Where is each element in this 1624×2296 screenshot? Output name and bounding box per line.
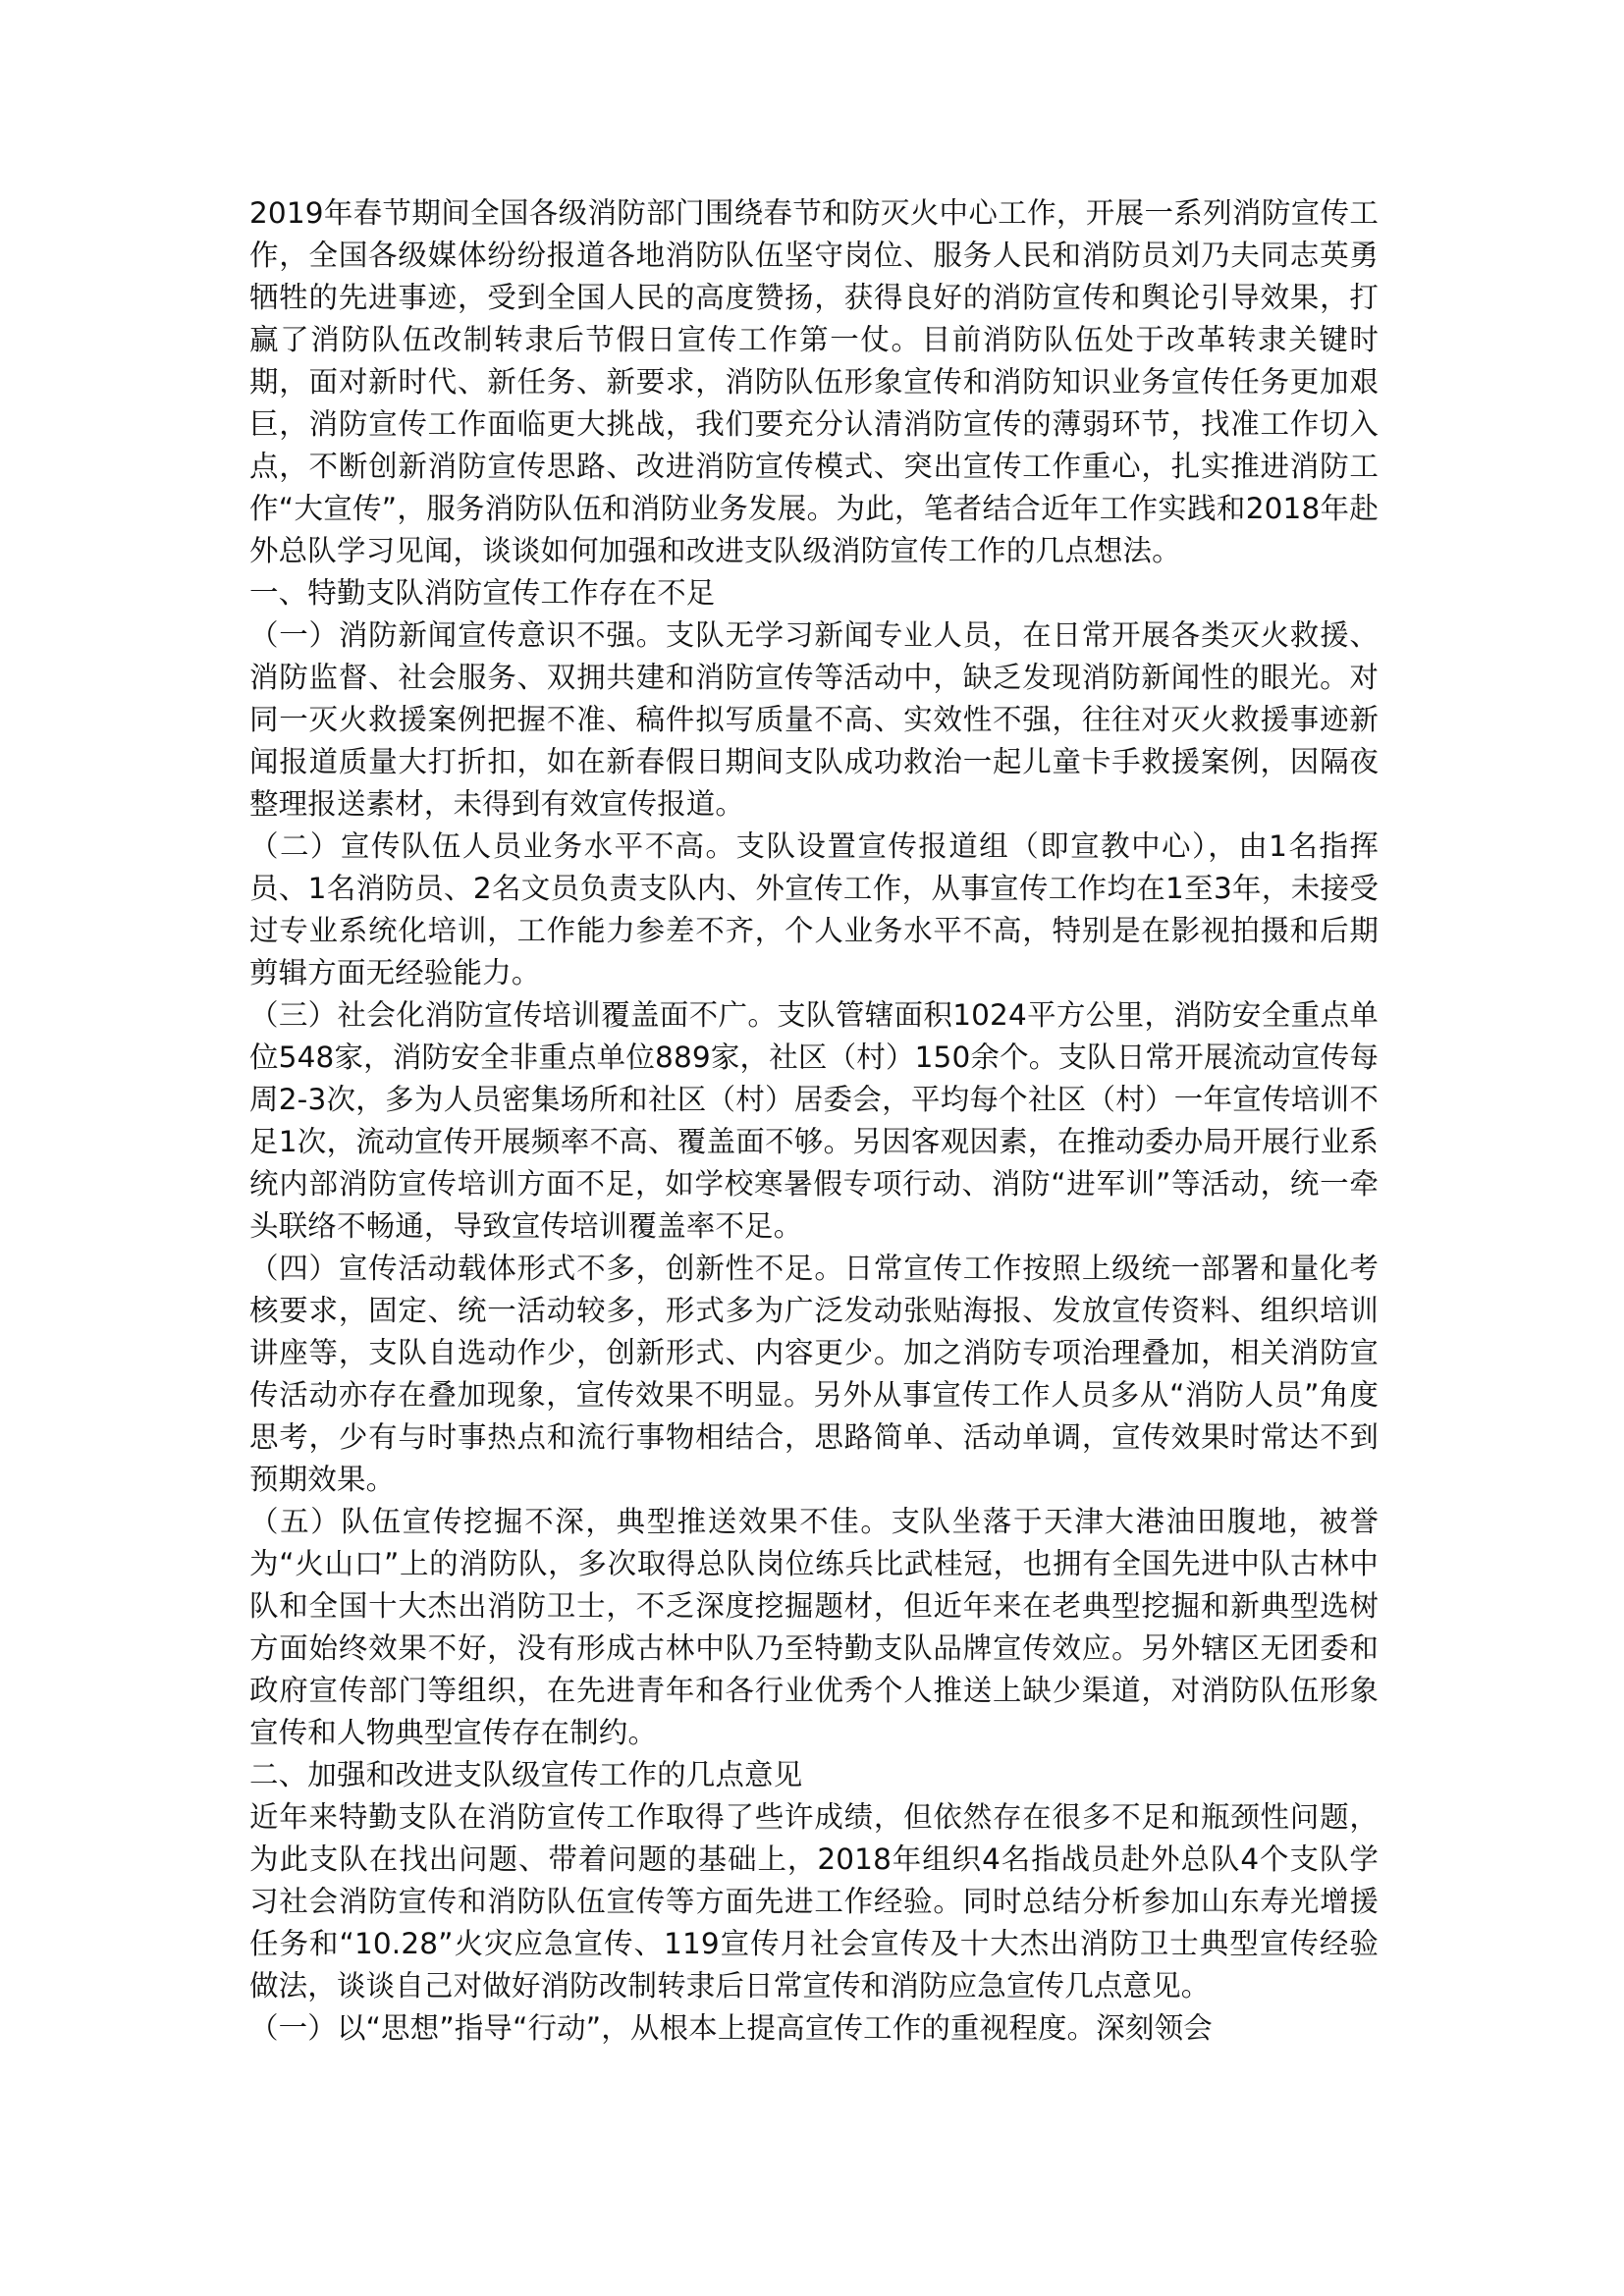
section1-item-2: （二）宣传队伍人员业务水平不高。支队设置宣传报道组（即宣教中心），由1名指挥员、1名消防员、2名文员负责支队内、外宣传工作，从事宣传工作均在1至3年，未接受过专业系统化培训，工作能力参差不齐，个人业务水平不高，特别是在影视拍摄和后期剪辑方面无经验能力。 (249, 829, 1379, 989)
section2-intro-paragraph: 近年来特勤支队在消防宣传工作取得了些许成绩，但依然存在很多不足和瓶颈性问题，为此支队在找出问题、带着问题的基础上，2018年组织4名指战员赴外总队4个支队学习社会消防宣传和消防队伍宣传等方面先进工作经验。同时总结分析参加山东寿光增援任务和“10.28”火灾应急宣传、119宣传月社会宣传及十大杰出消防卫士典型宣传经验做法，谈谈自己对做好消防改制转隶后日常宣传和消防应急宣传几点意见。 (249, 1800, 1379, 2002)
section2-item-1: （一）以“思想”指导“行动”，从根本上提高宣传工作的重视程度。深刻领会 (249, 2011, 1213, 2045)
document-page (249, 192, 1379, 2050)
section-heading-2: 二、加强和改进支队级宣传工作的几点意见 (249, 1758, 803, 1791)
section1-item-4: （四）宣传活动载体形式不多，创新性不足。日常宣传工作按照上级统一部署和量化考核要求，固定、统一活动较多，形式多为广泛发动张贴海报、发放宣传资料、组织培训讲座等，支队自选动作少，创新形式、内容更少。加之消防专项治理叠加，相关消防宣传活动亦存在叠加现象，宣传效果不明显。另外从事宣传工作人员多从“消防人员”角度思考，少有与时事热点和流行事物相结合，思路简单、活动单调，宣传效果时常达不到预期效果。 (249, 1252, 1379, 1496)
section-heading-1: 一、特勤支队消防宣传工作存在不足 (249, 576, 716, 610)
section1-item-5: （五）队伍宣传挖掘不深，典型推送效果不佳。支队坐落于天津大港油田腹地，被誉为“火山口”上的消防队，多次取得总队岗位练兵比武桂冠，也拥有全国先进中队古林中队和全国十大杰出消防卫士，不乏深度挖掘题材，但近年来在老典型挖掘和新典型选树方面始终效果不好，没有形成古林中队乃至特勤支队品牌宣传效应。另外辖区无团委和政府宣传部门等组织，在先进青年和各行业优秀个人推送上缺少渠道，对消防队伍形象宣传和人物典型宣传存在制约。 (249, 1505, 1379, 1749)
section1-item-1: （一）消防新闻宣传意识不强。支队无学习新闻专业人员，在日常开展各类灭火救援、消防监督、社会服务、双拥共建和消防宣传等活动中，缺乏发现消防新闻性的眼光。对同一灭火救援案例把握不准、稿件拟写质量不高、实效性不强，往往对灭火救援事迹新闻报道质量大打折扣，如在新春假日期间支队成功救治一起儿童卡手救援案例，因隔夜整理报送素材，未得到有效宣传报道。 (249, 618, 1379, 821)
section1-item-3: （三）社会化消防宣传培训覆盖面不广。支队管辖面积1024平方公里，消防安全重点单位548家，消防安全非重点单位889家，社区（村）150余个。支队日常开展流动宣传每周2-3次，多为人员密集场所和社区（村）居委会，平均每个社区（村）一年宣传培训不足1次，流动宣传开展频率不高、覆盖面不够。另因客观因素，在推动委办局开展行业系统内部消防宣传培训方面不足，如学校寒暑假专项行动、消防“进军训”等活动，统一牵头联络不畅通，导致宣传培训覆盖率不足。 (249, 998, 1379, 1243)
intro-paragraph: 2019年春节期间全国各级消防部门围绕春节和防灭火中心工作，开展一系列消防宣传工作，全国各级媒体纷纷报道各地消防队伍坚守岗位、服务人民和消防员刘乃夫同志英勇牺牲的先进事迹，受到全国人民的高度赞扬，获得良好的消防宣传和舆论引导效果，打赢了消防队伍改制转隶后节假日宣传工作第一仗。目前消防队伍处于改革转隶关键时期，面对新时代、新任务、新要求，消防队伍形象宣传和消防知识业务宣传任务更加艰巨，消防宣传工作面临更大挑战，我们要充分认清消防宣传的薄弱环节，找准工作切入点，不断创新消防宣传思路、改进消防宣传模式、突出宣传工作重心，扎实推进消防工作“大宣传”，服务消防队伍和消防业务发展。为此，笔者结合近年工作实践和2018年赴外总队学习见闻，谈谈如何加强和改进支队级消防宣传工作的几点想法。 (249, 196, 1379, 567)
